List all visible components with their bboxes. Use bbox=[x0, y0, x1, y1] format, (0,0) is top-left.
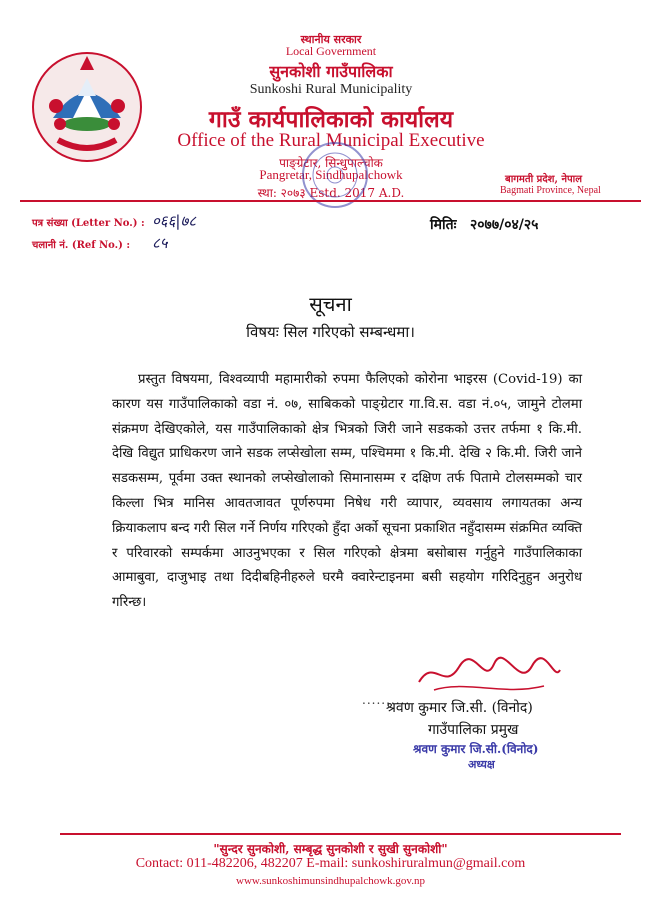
handwritten-signature-icon bbox=[414, 652, 564, 698]
ref-no-value: ८५ bbox=[152, 234, 168, 252]
footer-contact: Contact: 011-482206, 482207 E-mail: sunkoshiruralmun@gmail.com bbox=[135, 856, 526, 871]
letterhead-office-np: गाउँ कार्यपालिकाको कार्यालय bbox=[208, 106, 454, 133]
notice-body: प्रस्तुत विषयमा, विश्वव्यापी महामारीको रुपमा फैलिएको कोरोना भाइरस (Covid-19) का कारण यस गाउँपालिकाको वडा नं. ०७, साबिकको पाङ्ग्रेटार गा.वि.स. वडा नं.०५, जामुने टोलमा संक्रमण देखिएकोले, यस गाउँपालिकाको क्षेत्र भित्रको जिरी जाने सडकको उत्तर तर्फमा १ कि.मी. देखि विद्युत प्राधिकरण जाने सडक लप्सेखोला सम्म, पश्चिममा १ कि.मी. देखि २ कि.मी. जिरी जाने सडकसम्म, पूर्वमा उक्त स्थानको लप्सेखोलाको सिमानासम्म र दक्षिण तर्फ पितामे टोलसम्मको चार किल्ला भित्र मानिस आवतजावत पूर्णरुपमा निषेध गरी व्यापार, व्यवसाय लगायतका अन्य क्रियाकलाप बन्द गरी सिल गर्ने निर्णय गरिएको हुँदा अर्को सूचना प्रकाशित नहुँदासम्म संक्रमित व्यक्ति र परिवारको सम्पर्कमा आउनुभएका र सिल गरिएको क्षेत्रमा बसोबास गर्नुहुने गाउँपालिकाका आमाबुवा, दाजुभाइ तथा दिदीबहिनीहरुले घरमै क्वारेन्टाइनमा बसी सहयोग गरिदिनुहुन अनुरोध गरिन्छ। bbox=[112, 372, 582, 611]
notice-subject: विषयः सिल गरिएको सम्बन्धमा। bbox=[246, 323, 415, 341]
footer-divider bbox=[60, 833, 621, 835]
letterhead-office-en: Office of the Rural Municipal Executive bbox=[177, 130, 485, 151]
letterhead-municipality-en: Sunkoshi Rural Municipality bbox=[249, 82, 413, 97]
date-value: २०७७/०४/२५ bbox=[470, 217, 539, 233]
letterhead-province-en: Bagmati Province, Nepal bbox=[500, 185, 601, 196]
footer-website: www.sunkoshimunsindhupalchowk.gov.np bbox=[236, 875, 425, 887]
letterhead-address-en: Pangretar, Sindhupalchowk bbox=[259, 167, 403, 182]
signatory-title: गाउँपालिका प्रमुख bbox=[428, 722, 519, 738]
notice-title: सूचना bbox=[309, 292, 352, 316]
letterhead-local-government-np: स्थानीय सरकार bbox=[300, 33, 362, 46]
letterhead-municipality-np: सुनकोशी गाउँपालिका bbox=[269, 62, 393, 81]
signatory-name: श्रवण कुमार जि.सी. (विनोद) bbox=[386, 700, 533, 716]
date-label: मितिः bbox=[430, 217, 457, 233]
letterhead-local-government-en: Local Government bbox=[285, 44, 377, 58]
ref-no-label: चलानी नं. (Ref No.) : bbox=[32, 240, 131, 251]
letterhead-divider bbox=[20, 200, 641, 202]
letter-no-value: ०६६|७८ bbox=[152, 212, 197, 230]
letterhead-address-np: पाङ्ग्रेटार, सिन्धुपाल्चोक bbox=[279, 156, 383, 170]
letterhead-province-np: बागमती प्रदेश, नेपाल bbox=[505, 174, 583, 185]
stamp-name: श्रवण कुमार जि.सी.(विनोद) bbox=[413, 742, 539, 756]
signature-dots: .......... bbox=[362, 693, 411, 707]
letterhead-established: स्था: २०७३ Estd. 2017 A.D. bbox=[257, 186, 405, 200]
letter-no-label: पत्र संख्या (Letter No.) : bbox=[32, 218, 145, 229]
footer-slogan: "सुन्दर सुनकोशी, सम्बृद्ध सुनकोशी र सुखी सुनकोशी" bbox=[213, 842, 448, 856]
stamp-title: अध्यक्ष bbox=[468, 758, 495, 771]
nepal-emblem-icon bbox=[28, 48, 146, 166]
